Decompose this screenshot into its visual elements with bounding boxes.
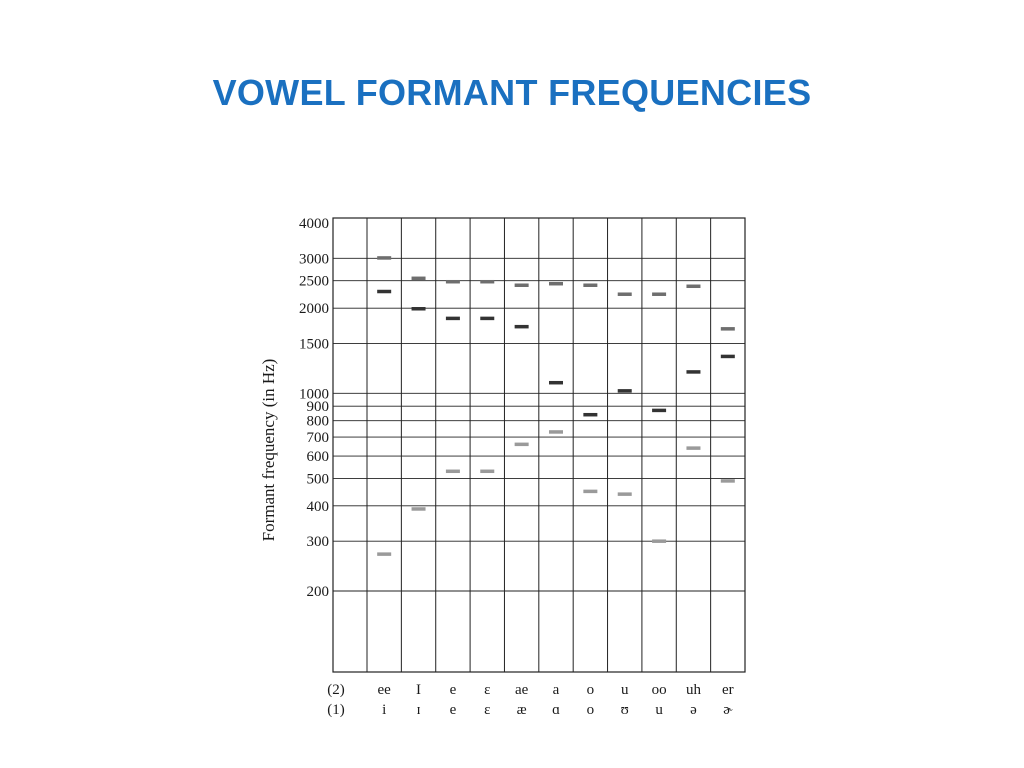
vowel-label-spelling: e bbox=[449, 682, 457, 698]
vowel-label-spelling: ɛ bbox=[484, 682, 491, 698]
vowel-label-ipa: ɛ bbox=[484, 702, 491, 718]
f1-mark bbox=[377, 552, 391, 556]
vowel-label-spelling: ae bbox=[514, 682, 529, 698]
f1-mark bbox=[515, 443, 529, 447]
f2-mark bbox=[583, 413, 597, 417]
vowel-label-ipa: o bbox=[586, 702, 595, 718]
row-label-1: (1) bbox=[327, 702, 345, 718]
f1-mark bbox=[549, 430, 563, 434]
f3-mark bbox=[618, 292, 632, 296]
y-tick-label: 1000 bbox=[299, 386, 329, 403]
f3-mark bbox=[652, 292, 666, 296]
f3-mark bbox=[412, 277, 426, 281]
f1-mark bbox=[446, 470, 460, 474]
f1-mark bbox=[618, 492, 632, 496]
f3-mark bbox=[480, 280, 494, 284]
f1-mark bbox=[721, 479, 735, 483]
vowel-label-spelling: ee bbox=[377, 682, 391, 698]
chart-grid bbox=[333, 218, 745, 672]
y-tick-label: 1500 bbox=[299, 336, 329, 353]
f3-mark bbox=[583, 283, 597, 287]
y-tick-label: 200 bbox=[306, 584, 329, 600]
f3-mark bbox=[377, 256, 391, 260]
vowel-label-ipa: i bbox=[382, 702, 387, 718]
slide-title: VOWEL FORMANT FREQUENCIES bbox=[212, 72, 812, 113]
y-tick-label: 2000 bbox=[299, 301, 329, 318]
f2-mark bbox=[412, 307, 426, 311]
f1-mark bbox=[583, 490, 597, 494]
vowel-label-ipa: æ bbox=[516, 702, 527, 718]
y-axis-label: Formant frequency (in Hz) bbox=[259, 358, 278, 542]
vowel-label-ipa: e bbox=[449, 702, 457, 718]
vowel-label-ipa: ɪ bbox=[416, 702, 421, 718]
vowel-label-spelling: a bbox=[552, 682, 560, 698]
vowel-label-ipa: ɚ bbox=[723, 702, 733, 718]
f2-mark bbox=[515, 325, 529, 329]
vowel-label-ipa: ə bbox=[690, 702, 697, 718]
y-tick-label: 700 bbox=[306, 430, 329, 447]
vowel-label-spelling: er bbox=[721, 682, 734, 698]
row-label-2: (2) bbox=[327, 682, 345, 698]
vowel-label-spelling: I bbox=[416, 682, 422, 698]
y-tick-label: 300 bbox=[306, 534, 329, 551]
f1-mark bbox=[652, 539, 666, 543]
y-tick-label: 900 bbox=[306, 399, 329, 416]
f2-mark bbox=[377, 290, 391, 294]
vowel-label-spelling: oo bbox=[651, 682, 667, 698]
f1-mark bbox=[480, 470, 494, 474]
vowel-label-spelling: o bbox=[586, 682, 595, 698]
f2-mark bbox=[721, 355, 735, 359]
y-tick-label: 2500 bbox=[299, 273, 329, 290]
f3-mark bbox=[515, 283, 529, 287]
f2-mark bbox=[549, 381, 563, 385]
f2-mark bbox=[686, 370, 700, 374]
y-tick-label: 4000 bbox=[299, 216, 329, 232]
vowel-label-ipa: u bbox=[655, 702, 663, 718]
vowel-label-spelling: uh bbox=[685, 682, 701, 698]
vowel-label-spelling: u bbox=[620, 682, 629, 698]
y-tick-label: 400 bbox=[306, 498, 329, 515]
y-tick-label: 3000 bbox=[299, 251, 329, 268]
vowel-label-ipa: ɑ bbox=[552, 702, 560, 718]
y-tick-labels bbox=[299, 216, 329, 600]
f1-mark bbox=[412, 507, 426, 511]
f1-mark bbox=[686, 446, 700, 450]
y-tick-label: 500 bbox=[306, 471, 329, 488]
f3-mark bbox=[446, 280, 460, 284]
f2-mark bbox=[618, 389, 632, 393]
vowel-label-ipa: ʊ bbox=[620, 702, 629, 718]
y-tick-label: 600 bbox=[306, 449, 329, 466]
f3-mark bbox=[721, 327, 735, 331]
f2-mark bbox=[480, 317, 494, 321]
vowel-labels bbox=[378, 682, 734, 718]
f2-mark bbox=[446, 317, 460, 321]
f2-mark bbox=[652, 409, 666, 413]
f3-mark bbox=[549, 282, 563, 286]
f3-mark bbox=[686, 285, 700, 289]
y-tick-label: 800 bbox=[306, 413, 329, 430]
